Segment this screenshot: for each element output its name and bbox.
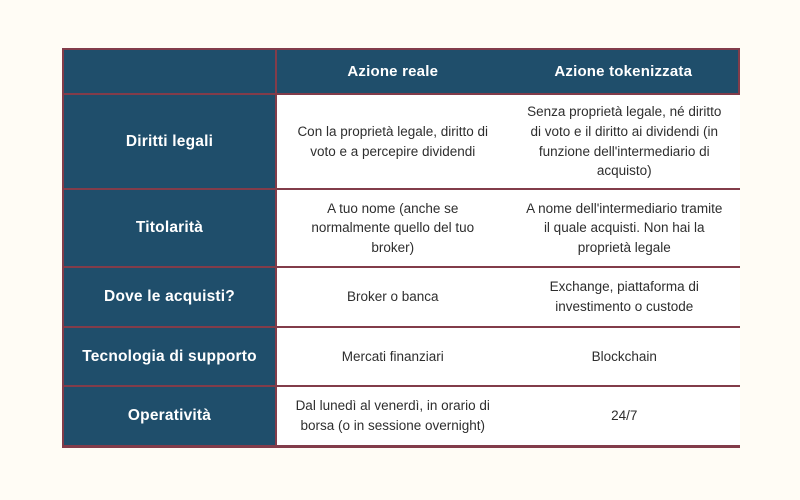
table-header-empty-cell xyxy=(64,50,277,95)
cell-operativita-reale: Dal lunedì al venerdì, in orario di borsa (o in sessione overnight) xyxy=(277,387,509,445)
cell-tecnologia-tokenizzata: Blockchain xyxy=(509,328,741,387)
table-header-azione-tokenizzata: Azione tokenizzata xyxy=(509,50,741,95)
cell-dove-le-acquisti-tokenizzata: Exchange, piattaforma di investimento o custode xyxy=(509,268,741,328)
row-label-tecnologia-di-supporto: Tecnologia di supporto xyxy=(64,328,277,387)
row-label-titolarita: Titolarità xyxy=(64,190,277,268)
cell-titolarita-tokenizzata: A nome dell'intermediario tramite il quale acquisti. Non hai la proprietà legale xyxy=(509,190,741,268)
row-label-dove-le-acquisti: Dove le acquisti? xyxy=(64,268,277,328)
table-header-azione-reale: Azione reale xyxy=(277,50,509,95)
cell-dove-le-acquisti-reale: Broker o banca xyxy=(277,268,509,328)
row-label-diritti-legali: Diritti legali xyxy=(64,95,277,190)
comparison-table xyxy=(62,48,740,448)
cell-diritti-legali-reale: Con la proprietà legale, diritto di voto e a percepire dividendi xyxy=(277,95,509,190)
cell-titolarita-reale: A tuo nome (anche se normalmente quello del tuo broker) xyxy=(277,190,509,268)
cell-tecnologia-reale: Mercati finanziari xyxy=(277,328,509,387)
row-label-operativita: Operatività xyxy=(64,387,277,445)
cell-diritti-legali-tokenizzata: Senza proprietà legale, né diritto di voto e il diritto ai dividendi (in funzione dell'intermediario di acquisto) xyxy=(509,95,741,190)
cell-operativita-tokenizzata: 24/7 xyxy=(509,387,741,445)
